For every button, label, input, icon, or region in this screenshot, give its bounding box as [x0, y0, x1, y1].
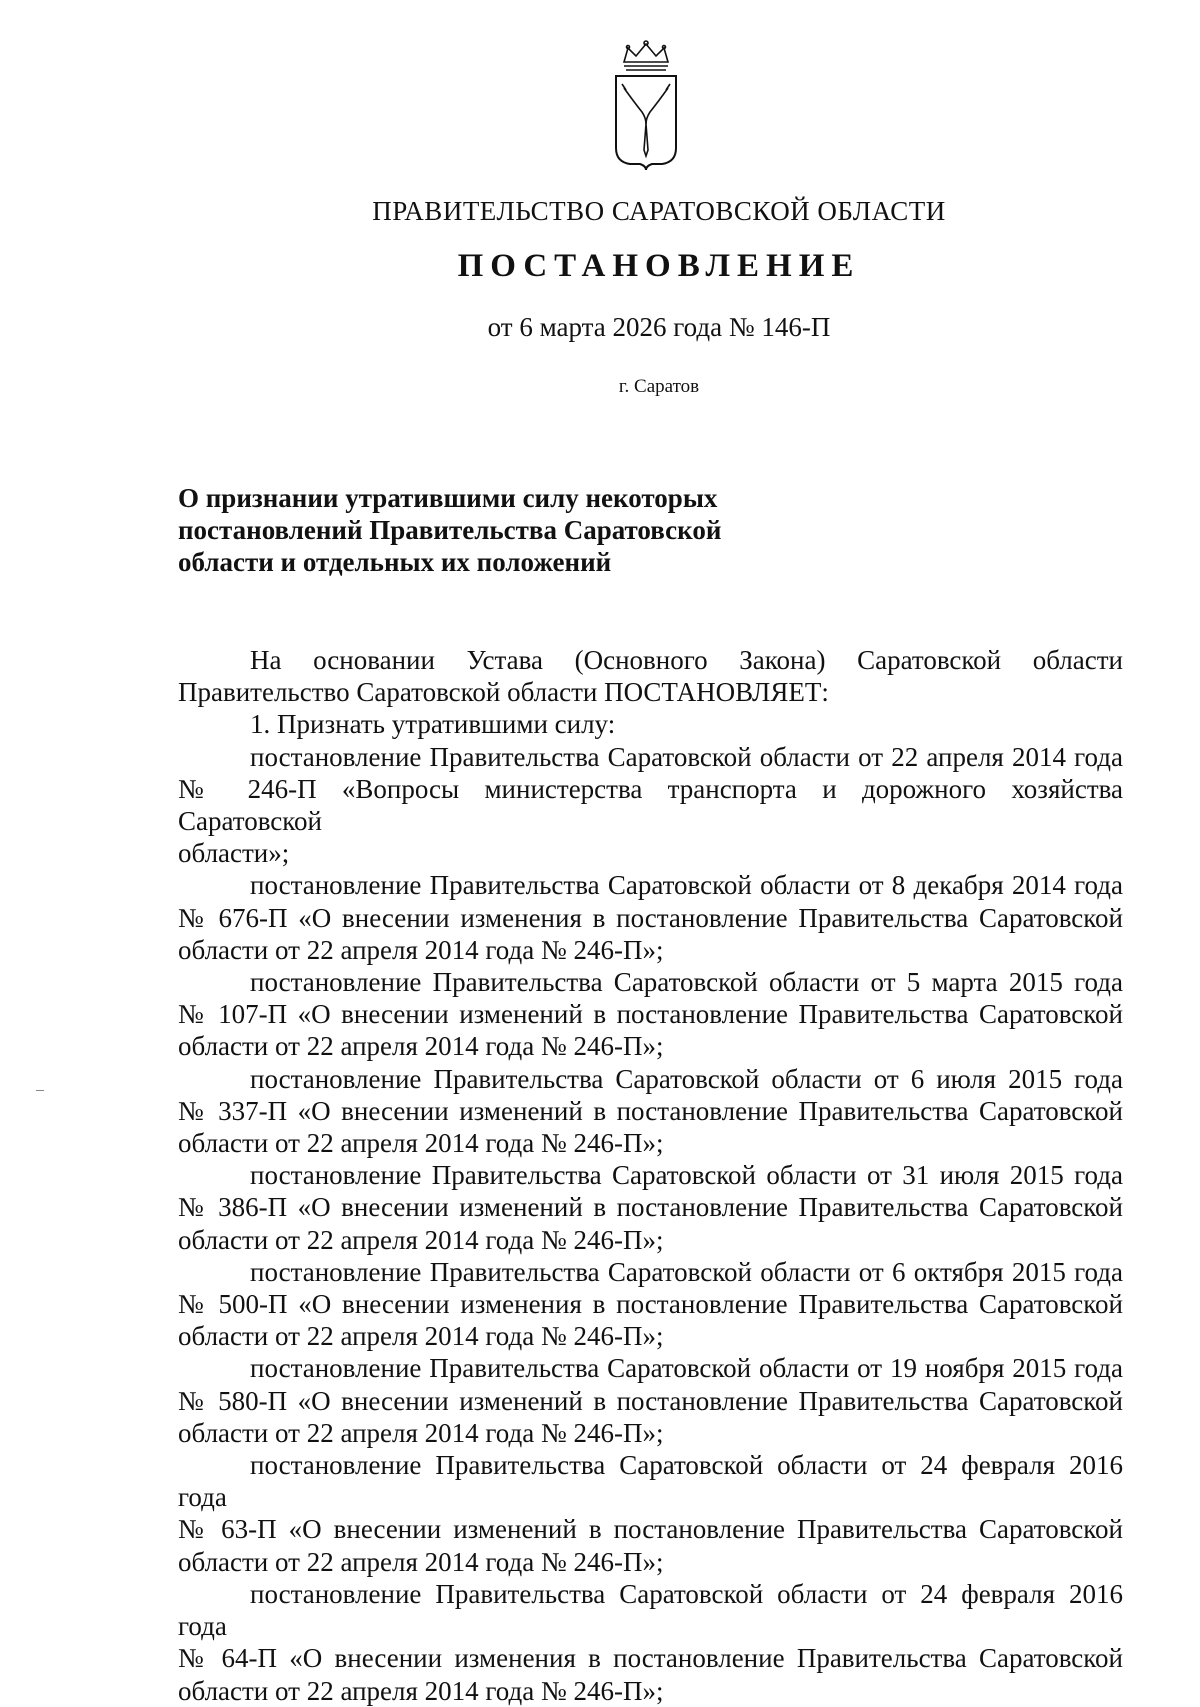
subject-line: постановлений Правительства Саратовской — [178, 515, 722, 545]
body-line: № 64-П «О внесении изменения в постановление Правительства Саратовской — [178, 1643, 1123, 1674]
body-line: Правительство Саратовской области ПОСТАНОВЛЯЕТ: — [178, 677, 829, 708]
act-paragraph — [178, 741, 1123, 870]
body-line: № 246-П «Вопросы министерства транспорта и дорожного хозяйства Саратовской — [178, 773, 1123, 837]
body-line: постановление Правительства Саратовской области от 24 февраля 2016 года — [178, 1450, 1123, 1513]
act-paragraph — [178, 1352, 1123, 1449]
body-line: № 500-П «О внесении изменения в постановление Правительства Саратовской — [178, 1289, 1123, 1320]
document-subject — [178, 482, 818, 578]
body-line: постановление Правительства Саратовской области от 6 октября 2015 года — [250, 1256, 1123, 1287]
body-line: На основании Устава (Основного Закона) Саратовской области — [250, 645, 1123, 675]
document-city: г. Саратов — [618, 376, 700, 397]
act-paragraph — [178, 1449, 1123, 1578]
body-line: постановление Правительства Саратовской области от 5 марта 2015 года — [250, 967, 1123, 998]
body-line: области от 22 апреля 2014 года № 246-П»; — [178, 1675, 664, 1706]
body-line: области от 22 апреля 2014 года № 246-П»; — [178, 1031, 664, 1062]
act-paragraph — [178, 1159, 1123, 1256]
body-line: № 580-П «О внесении изменений в постановление Правительства Саратовской — [178, 1385, 1123, 1416]
government-title: ПРАВИТЕЛЬСТВО САРАТОВСКОЙ ОБЛАСТИ — [372, 196, 946, 226]
body-line: № 676-П «О внесении изменения в постановление Правительства Саратовской — [178, 902, 1123, 933]
act-paragraph — [178, 1063, 1123, 1160]
body-line: № 337-П «О внесении изменений в постановление Правительства Саратовской — [178, 1095, 1123, 1126]
body-line: постановление Правительства Саратовской области от 8 декабря 2014 года — [250, 870, 1123, 901]
act-paragraph — [178, 1256, 1123, 1353]
body-line: области от 22 апреля 2014 года № 246-П»; — [178, 1417, 664, 1448]
act-paragraph — [178, 966, 1123, 1063]
body-line: постановление Правительства Саратовской области от 22 апреля 2014 года — [250, 741, 1123, 772]
body-line: постановление Правительства Саратовской области от 31 июля 2015 года — [250, 1160, 1123, 1191]
body-line: области от 22 апреля 2014 года № 246-П»; — [178, 1546, 664, 1577]
subject-line: области и отдельных их положений — [178, 547, 612, 577]
body-line: области от 22 апреля 2014 года № 246-П»; — [178, 934, 664, 965]
body-line: области от 22 апреля 2014 года № 246-П»; — [178, 1128, 664, 1159]
body-line: постановление Правительства Саратовской области от 6 июля 2015 года — [250, 1063, 1123, 1094]
body-line: области от 22 апреля 2014 года № 246-П»; — [178, 1321, 664, 1352]
body-line: 1. Признать утратившими силу: — [250, 709, 616, 740]
document-body — [178, 644, 1123, 1707]
act-paragraph — [178, 869, 1123, 966]
body-line: № 63-П «О внесении изменений в постановление Правительства Саратовской — [178, 1514, 1123, 1545]
body-line: области от 22 апреля 2014 года № 246-П»; — [178, 1224, 664, 1255]
document-date-number: от 6 марта 2026 года № 146-П — [487, 312, 831, 342]
body-line: № 107-П «О внесении изменений в постановление Правительства Саратовской — [178, 999, 1123, 1030]
body-line: постановление Правительства Саратовской области от 19 ноября 2015 года — [250, 1353, 1123, 1384]
body-line: области»; — [178, 838, 290, 869]
document-type: ПОСТАНОВЛЕНИЕ — [457, 248, 861, 284]
saratov-coat-of-arms-icon — [606, 40, 686, 170]
body-line: № 386-П «О внесении изменений в постановление Правительства Саратовской — [178, 1192, 1123, 1223]
item-1-paragraph — [178, 708, 1123, 740]
subject-line: О признании утратившими силу некоторых — [178, 483, 718, 513]
body-line: постановление Правительства Саратовской области от 24 февраля 2016 года — [178, 1578, 1123, 1642]
act-paragraph — [178, 1578, 1123, 1707]
scan-edge-mark — [36, 1090, 44, 1091]
intro-paragraph — [178, 644, 1123, 708]
